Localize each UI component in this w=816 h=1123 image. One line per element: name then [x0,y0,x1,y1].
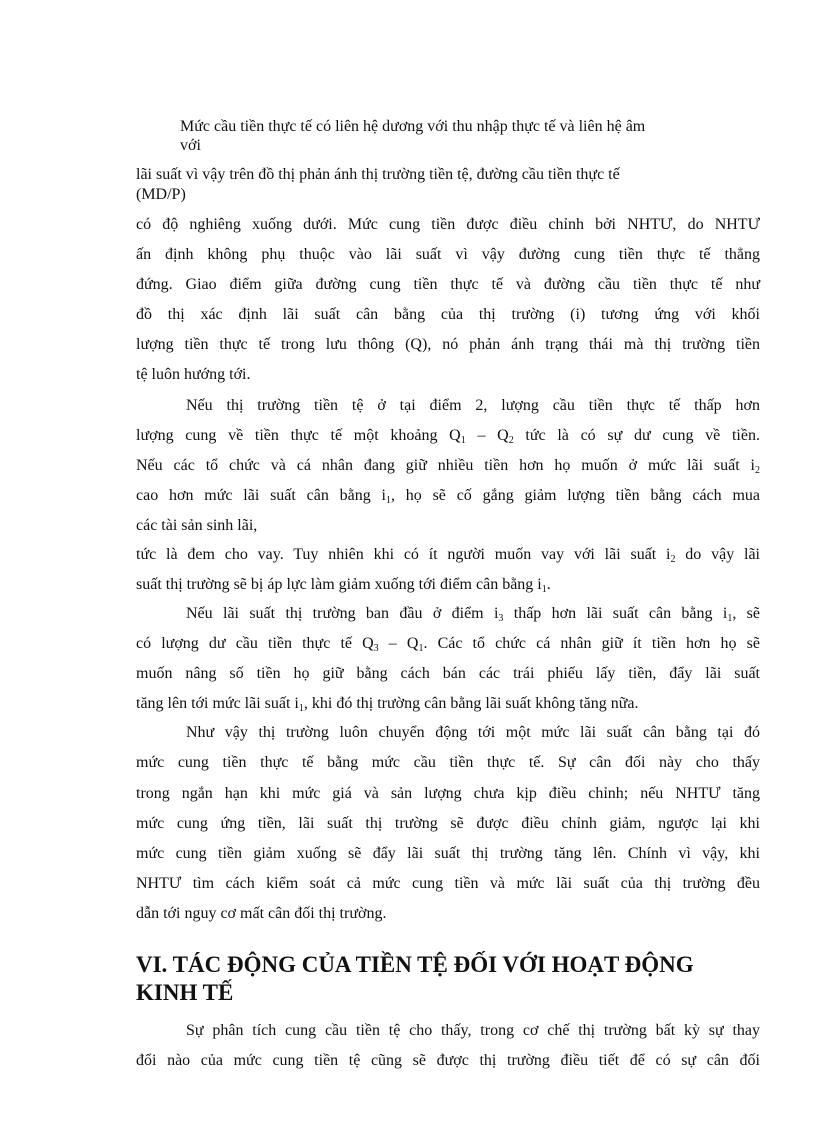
paragraph-line: đồ thị xác định lãi suất cân bằng của thị trường (i) tương ứng với khối [136,306,760,323]
paragraph-line: Nếu thị trường tiền tệ ở tại điểm 2, lượng cầu tiền thực tế thấp hơn [186,397,760,414]
text-run: suất thị trường sẽ bị áp lực làm giảm xuống tới điểm cân bằng i [136,576,542,593]
paragraph-line: Sự phân tích cung cầu tiền tệ cho thấy, trong cơ chế thị trường bất kỳ sự thay [186,1022,760,1039]
paragraph-line [136,576,760,594]
paragraph-line [136,457,760,475]
text-run: , sẽ [732,605,760,622]
text-run: tăng lên tới mức lãi suất i [136,695,299,712]
text-run: , khi đó thị trường cân bằng lãi suất không tăng nữa. [303,695,639,712]
text-run: do vậy lãi [675,546,761,563]
paragraph-line [136,546,760,564]
paragraph-line: Như vậy thị trường luôn chuyển động tới một mức lãi suất cân bằng tại đó [186,724,760,741]
text-run: , họ sẽ cố gắng giảm lượng tiền bằng cách mua [390,487,760,504]
paragraph-line: mức cung ứng tiền, lãi suất thị trường sẽ được điều chỉnh giảm, ngược lại khi [136,815,760,832]
subscript: 3 [373,643,379,654]
text-run: . [546,576,551,593]
paragraph-line: đổi nào của mức cung tiền tệ cũng sẽ được thị trường điều tiết để có sự cân đối [136,1052,760,1069]
paragraph-line: (MD/P) [136,186,186,203]
paragraph-line: đứng. Giao điểm giữa đường cung tiền thực tế và đường cầu tiền thực tế như [136,276,760,293]
subscript: 1 [385,495,391,506]
paragraph-line: Mức cầu tiền thực tế có liên hệ dương với thu nhập thực tế và liên hệ âm [180,118,646,135]
paragraph-line [136,695,760,713]
text-run: cao hơn mức lãi suất cân bằng i [136,487,386,504]
paragraph-line: mức cung tiền thực tế bằng mức cầu tiền thực tế. Sự cân đối này cho thấy [136,754,760,771]
paragraph-line: mức cung tiền giảm xuống sẽ đẩy lãi suất thị trường tăng lên. Chính vì vậy, khi [136,845,760,862]
text-run: . Các tổ chức cá nhân giữ ít tiền hơn họ sẽ [423,635,760,652]
text-run: – Q [465,427,509,444]
text-run: tức là đem cho vay. Tuy nhiên khi có ít người muốn vay với lãi suất i [136,546,671,563]
paragraph-line: tệ luôn hướng tới. [136,366,251,383]
subscript: 2 [755,465,760,476]
paragraph-line [186,605,760,623]
paragraph-line [136,427,760,445]
text-run: có lượng dư cầu tiền thực tế Q [136,635,374,652]
paragraph-line [136,635,760,653]
subscript: 1 [418,643,424,654]
paragraph-line: muốn nâng số tiền họ giữ bằng cách bán các trái phiếu lấy tiền, đẩy lãi suất [136,665,760,682]
text-run: – Q [378,635,419,652]
subscript: 1 [541,584,547,595]
paragraph-line: với [180,137,201,154]
section-heading: VI. TÁC ĐỘNG CỦA TIỀN TỆ ĐỐI VỚI HOẠT ĐỘNG [136,952,694,977]
paragraph-line: trong ngắn hạn khi mức giá và sản lượng chưa kịp điều chỉnh; nếu NHTƯ tăng [136,785,760,802]
subscript: 2 [670,554,676,565]
subscript: 1 [460,435,466,446]
paragraph-line: lãi suất vì vậy trên đồ thị phản ánh thị trường tiền tệ, đường cầu tiền thực tế [136,166,620,183]
section-heading: KINH TẾ [136,980,234,1005]
paragraph-line: dẫn tới nguy cơ mất cân đối thị trường. [136,905,387,922]
text-run: lượng cung về tiền thực tế một khoảng Q [136,427,461,444]
text-run: tức là có sự dư cung về tiền. [513,427,760,444]
text-run: Nếu các tổ chức và cá nhân đang giữ nhiều tiền hơn họ muốn ở mức lãi suất i [136,457,755,474]
subscript: 3 [498,613,504,624]
paragraph-line: NHTƯ tìm cách kiểm soát cả mức cung tiền và mức lãi suất của thị trường đều [136,875,760,892]
paragraph-line: các tài sản sinh lãi, [136,517,258,534]
paragraph-line: ấn định không phụ thuộc vào lãi suất vì vậy đường cung tiền thực tế thẳng [136,246,760,263]
text-run: Nếu lãi suất thị trường ban đầu ở điểm i [186,605,499,622]
text-run: thấp hơn lãi suất cân bằng i [503,605,728,622]
paragraph-line: có độ nghiêng xuống dưới. Mức cung tiền được điều chỉnh bởi NHTƯ, do NHTƯ [136,216,760,233]
subscript: 2 [508,435,514,446]
paragraph-line [136,487,760,505]
paragraph-line: lượng tiền thực tế trong lưu thông (Q), nó phản ánh trạng thái mà thị trường tiền [136,336,760,353]
subscript: 1 [298,703,304,714]
subscript: 1 [727,613,733,624]
